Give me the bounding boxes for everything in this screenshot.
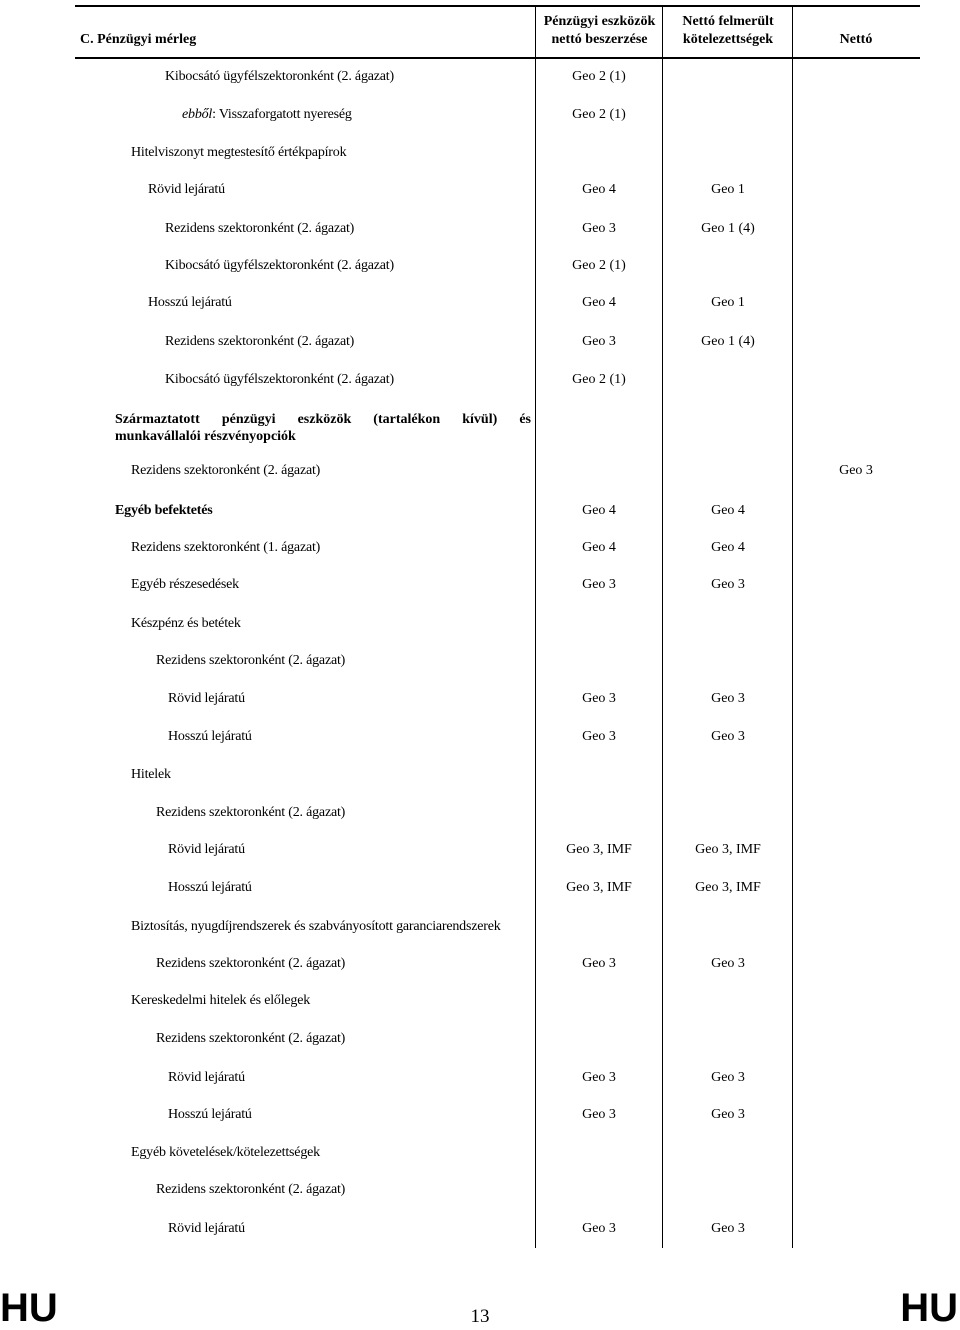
footer-language-right: HU xyxy=(900,1286,958,1330)
net-acquisition-cell: Geo 3 xyxy=(582,956,616,971)
row-label: Rövid lejáratú xyxy=(168,1070,245,1085)
net-liabilities-cell: Geo 3 xyxy=(711,577,745,592)
derivatives-word: pénzügyi xyxy=(221,412,276,427)
row-label-emphasis: ebből xyxy=(182,107,213,122)
net-acquisition-cell: Geo 2 (1) xyxy=(572,372,626,387)
net-acquisition-cell: Geo 3 xyxy=(582,221,616,236)
row-label: Rezidens szektoronként (2. ágazat) xyxy=(156,1182,346,1197)
row-label: Kibocsátó ügyfélszektoronként (2. ágazat) xyxy=(165,258,394,273)
table-row xyxy=(0,256,960,276)
table-row xyxy=(0,803,960,823)
row-label: Rövid lejáratú xyxy=(148,182,225,197)
row-label: Hosszú lejáratú xyxy=(148,295,232,310)
net-acquisition-cell: Geo 3 xyxy=(582,577,616,592)
header-net-acquisition-line1: Pénzügyi eszközök xyxy=(543,14,656,29)
table-title: C. Pénzügyi mérleg xyxy=(80,32,197,47)
header-net: Nettó xyxy=(839,32,873,47)
derivatives-word: Származtatott xyxy=(115,412,200,427)
net-acquisition-cell: Geo 3 xyxy=(582,334,616,349)
net-acquisition-cell: Geo 4 xyxy=(582,503,616,518)
derivatives-word: kívül) xyxy=(462,412,498,427)
net-liabilities-cell: Geo 3 xyxy=(711,729,745,744)
net-liabilities-cell: Geo 1 xyxy=(711,182,745,197)
derivatives-label xyxy=(115,411,531,445)
net-acquisition-cell: Geo 2 (1) xyxy=(572,258,626,273)
net-acquisition-cell: Geo 4 xyxy=(582,540,616,555)
net-liabilities-cell: Geo 1 (4) xyxy=(701,334,755,349)
net-acquisition-cell: Geo 4 xyxy=(582,182,616,197)
row-label: Egyéb követelések/kötelezettségek xyxy=(131,1145,320,1160)
net-liabilities-cell: Geo 3 xyxy=(711,956,745,971)
row-label: Rezidens szektoronként (1. ágazat) xyxy=(131,540,321,555)
net-acquisition-cell: Geo 3 xyxy=(582,1221,616,1236)
net-liabilities-cell: Geo 1 xyxy=(711,295,745,310)
row-label: Egyéb befektetés xyxy=(115,503,213,518)
table-row xyxy=(0,538,960,558)
net-liabilities-cell: Geo 3 xyxy=(711,1070,745,1085)
table-row xyxy=(0,105,960,125)
table-row xyxy=(0,1068,960,1088)
footer-language-left: HU xyxy=(0,1286,58,1330)
net-liabilities-cell: Geo 1 (4) xyxy=(701,221,755,236)
row-label: Hitelviszonyt megtestesítő értékpapírok xyxy=(131,145,347,160)
row-label: Rezidens szektoronként (2. ágazat) xyxy=(156,653,346,668)
row-label: Egyéb részesedések xyxy=(131,577,239,592)
derivatives-word: és xyxy=(519,412,531,427)
table-row xyxy=(0,689,960,709)
table-row xyxy=(0,954,960,974)
derivatives-label-line2: munkavállalói részvényopciók xyxy=(115,429,296,444)
table-row xyxy=(0,370,960,390)
table-row xyxy=(0,219,960,239)
table-row xyxy=(0,991,960,1011)
row-label-text: : Visszaforgatott nyereség xyxy=(212,107,352,122)
row-label: Rezidens szektoronként (2. ágazat) xyxy=(156,1031,346,1046)
table-top-rule xyxy=(75,5,920,7)
table-row xyxy=(0,840,960,860)
table-row xyxy=(0,727,960,747)
table-row xyxy=(0,1029,960,1049)
header-net-acquisition-line2: nettó beszerzése xyxy=(551,32,648,47)
net-liabilities-cell: Geo 3 xyxy=(711,1221,745,1236)
row-label: Rövid lejáratú xyxy=(168,691,245,706)
table-row xyxy=(0,917,960,937)
table-row xyxy=(0,1219,960,1239)
net-liabilities-cell: Geo 4 xyxy=(711,540,745,555)
table-row xyxy=(0,1143,960,1163)
net-liabilities-cell: Geo 3, IMF xyxy=(695,842,761,857)
table-row xyxy=(0,575,960,595)
table-row xyxy=(0,1105,960,1125)
net-acquisition-cell: Geo 3 xyxy=(582,1107,616,1122)
table-row xyxy=(0,293,960,313)
header-net-liabilities-line1: Nettó felmerült xyxy=(682,14,774,29)
row-label: Rezidens szektoronként (2. ágazat) xyxy=(165,221,355,236)
row-label: Rezidens szektoronként (2. ágazat) xyxy=(156,956,346,971)
net-acquisition-cell: Geo 3, IMF xyxy=(566,842,632,857)
row-label: Rövid lejáratú xyxy=(168,1221,245,1236)
net-acquisition-cell: Geo 2 (1) xyxy=(572,69,626,84)
row-label: Rezidens szektoronként (2. ágazat) xyxy=(156,805,346,820)
derivatives-word: (tartalékon xyxy=(373,412,441,427)
net-liabilities-cell: Geo 3 xyxy=(711,1107,745,1122)
table-row xyxy=(0,878,960,898)
row-label: Biztosítás, nyugdíjrendszerek és szabványosított garanciarendszerek xyxy=(131,919,501,934)
table-row xyxy=(0,614,960,634)
row-label: Hosszú lejáratú xyxy=(168,880,252,895)
derivatives-label-line1 xyxy=(115,411,531,428)
row-label: Készpénz és betétek xyxy=(131,616,241,631)
derivatives-word: eszközök xyxy=(297,412,352,427)
page-number: 13 xyxy=(470,1306,490,1327)
net-liabilities-cell: Geo 3 xyxy=(711,691,745,706)
row-label: Kibocsátó ügyfélszektoronként (2. ágazat) xyxy=(165,372,394,387)
row-label: Kereskedelmi hitelek és előlegek xyxy=(131,993,311,1008)
net-acquisition-cell: Geo 2 (1) xyxy=(572,107,626,122)
net-cell: Geo 3 xyxy=(839,463,873,478)
row-label: Rövid lejáratú xyxy=(168,842,245,857)
row-label xyxy=(182,105,352,125)
row-label: Hosszú lejáratú xyxy=(168,1107,252,1122)
table-row xyxy=(0,501,960,521)
table-row xyxy=(0,1180,960,1200)
header-net-liabilities xyxy=(664,13,792,49)
table-row xyxy=(0,765,960,785)
header-net-acquisition xyxy=(537,13,662,49)
row-label: Hosszú lejáratú xyxy=(168,729,252,744)
table-row xyxy=(0,461,960,481)
row-label: Rezidens szektoronként (2. ágazat) xyxy=(165,334,355,349)
net-liabilities-cell: Geo 3, IMF xyxy=(695,880,761,895)
net-acquisition-cell: Geo 3 xyxy=(582,1070,616,1085)
row-label: Hitelek xyxy=(131,767,171,782)
table-row xyxy=(0,651,960,671)
table-row xyxy=(0,143,960,163)
table-row xyxy=(0,180,960,200)
row-label: Rezidens szektoronként (2. ágazat) xyxy=(131,463,321,478)
net-acquisition-cell: Geo 3 xyxy=(582,729,616,744)
header-bottom-rule xyxy=(75,57,920,59)
net-acquisition-cell: Geo 4 xyxy=(582,295,616,310)
table-row xyxy=(0,332,960,352)
net-liabilities-cell: Geo 4 xyxy=(711,503,745,518)
net-acquisition-cell: Geo 3 xyxy=(582,691,616,706)
header-net-liabilities-line2: kötelezettségek xyxy=(682,32,774,47)
table-row xyxy=(0,67,960,87)
row-label: Kibocsátó ügyfélszektoronként (2. ágazat) xyxy=(165,69,394,84)
net-acquisition-cell: Geo 3, IMF xyxy=(566,880,632,895)
